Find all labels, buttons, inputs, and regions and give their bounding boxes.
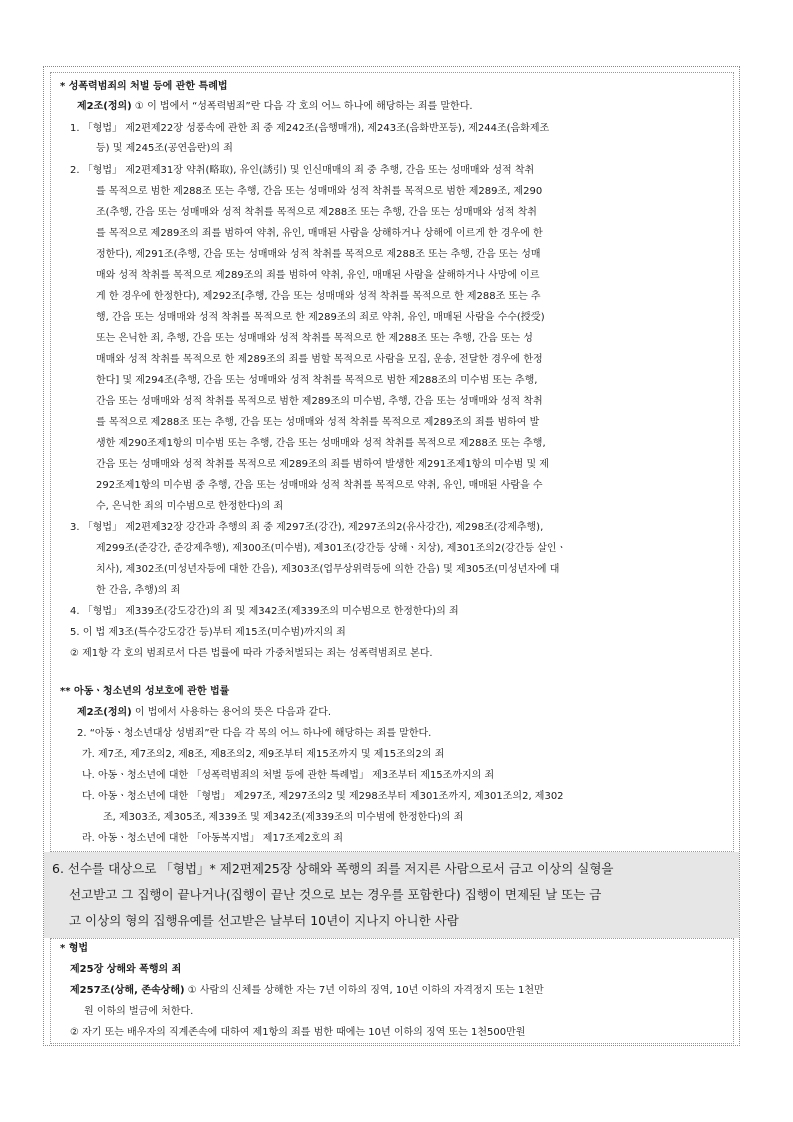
item6-line: 고 이상의 형의 집행유예를 선고받은 날부터 10년이 지나지 아니한 사람 <box>69 913 459 928</box>
list-item: 행, 간음 또는 성매매와 성적 착취를 목적으로 한 제289조의 죄로 약취, 유인, 매매된 사람을 수수(授受) <box>96 312 545 323</box>
chapter-title: 제25장 상해와 폭행의 죄 <box>70 964 182 975</box>
list-item: 2. “아동ㆍ청소년대상 성범죄”란 다음 각 목의 어느 하나에 해당하는 죄를 말한다. <box>77 728 432 739</box>
list-item: 4. 「형법」 제339조(강도강간)의 죄 및 제342조(제339조의 미수범으로 한정한다)의 죄 <box>70 606 459 617</box>
article-label: 제2조(정의) <box>77 707 132 718</box>
list-item: 제299조(준강간, 준강제추행), 제300조(미수범), 제301조(강간등 상해ㆍ치상), 제301조의2(강간등 살인ㆍ <box>96 543 567 554</box>
article-text: 이 법에서 사용하는 용어의 뜻은 다음과 같다. <box>131 707 332 718</box>
list-item: 게 한 경우에 한정한다), 제292조[추행, 간음 또는 성매매와 성적 착취를 목적으로 한 제288조 또는 추 <box>96 291 541 302</box>
article-257 <box>70 985 544 997</box>
list-item: 원 이하의 벌금에 처한다. <box>84 1006 194 1017</box>
list-item: 매매와 성적 착취를 목적으로 한 제289조의 죄를 범할 목적으로 사람을 모집, 운송, 전달한 경우에 한정 <box>96 354 543 365</box>
article-2-definition <box>77 101 473 113</box>
list-item: 생한 제290조제1항의 미수범 또는 추행, 간음 또는 성매매와 성적 착취를 목적으로 제288조 또는 추행, <box>96 438 546 449</box>
list-item: 다. 아동ㆍ청소년에 대한 「형법」 제297조, 제297조의2 및 제298조부터 제301조까지, 제301조의2, 제302 <box>82 791 564 802</box>
list-item: ② 제1항 각 호의 범죄로서 다른 법률에 따라 가중처벌되는 죄는 성폭력범죄로 본다. <box>70 648 433 659</box>
list-item: 치사), 제302조(미성년자등에 대한 간음), 제303조(업무상위력등에 의한 간음) 및 제305조(미성년자에 대 <box>96 564 560 575</box>
list-item: 수, 은닉한 죄의 미수범으로 한정한다)의 죄 <box>96 501 284 512</box>
list-item: 간음 또는 성매매와 성적 착취를 목적으로 제289조의 죄를 범하여 발생한 제291조제1항의 미수범 및 제 <box>96 459 549 470</box>
list-item: 를 목적으로 제289조의 죄를 범하여 약취, 유인, 매매된 사람을 상해하거나 상해에 이르게 한 경우에 한 <box>96 228 543 239</box>
list-item: 매와 성적 착취를 목적으로 제289조의 죄를 범하여 약취, 유인, 매매된 사람을 살해하거나 사망에 이르 <box>96 270 540 281</box>
list-item: 2. 「형법」 제2편제31장 약취(略取), 유인(誘引) 및 인신매매의 죄 중 추행, 간음 또는 성매매와 성적 착취 <box>70 165 535 176</box>
list-item: 가. 제7조, 제7조의2, 제8조, 제8조의2, 제9조부터 제15조까지 및 제15조의2의 죄 <box>82 749 445 760</box>
law-heading-3: * 형법 <box>60 943 89 954</box>
article-text: ① 사람의 신체를 상해한 자는 7년 이하의 징역, 10년 이하의 자격정지 또는 1천만 <box>184 985 544 996</box>
list-item: 5. 이 법 제3조(특수강도강간 등)부터 제15조(미수범)까지의 죄 <box>70 627 346 638</box>
list-item: 등) 및 제245조(공연음란)의 죄 <box>96 143 233 154</box>
law-heading-2: ** 아동ㆍ청소년의 성보호에 관한 법률 <box>60 686 230 697</box>
article-text: ① 이 법에서 “성폭력범죄”란 다음 각 호의 어느 하나에 해당하는 죄를 말한다. <box>131 101 473 112</box>
list-item: 를 목적으로 범한 제288조 또는 추행, 간음 또는 성매매와 성적 착취를 목적으로 범한 제289조, 제290 <box>96 186 543 197</box>
list-item: 3. 「형법」 제2편제32장 강간과 추행의 죄 중 제297조(강간), 제297조의2(유사강간), 제298조(강제추행), <box>70 522 544 533</box>
article-label: 제257조(상해, 존속상해) <box>70 985 185 996</box>
list-item: 를 목적으로 제288조 또는 추행, 간음 또는 성매매와 성적 착취를 목적으로 제289조의 죄를 범하여 발 <box>96 417 540 428</box>
list-item: 한다] 및 제294조(추행, 간음 또는 성매매와 성적 착취를 목적으로 범한 제288조의 미수범 또는 추행, <box>96 375 538 386</box>
list-item: 정한다), 제291조(추행, 간음 또는 성매매와 성적 착취를 목적으로 제288조 또는 추행, 간음 또는 성매 <box>96 249 541 260</box>
article-2-definition-2 <box>77 707 331 719</box>
list-item: 292조제1항의 미수범 중 추행, 간음 또는 성매매와 성적 착취를 목적으로 약취, 유인, 매매된 사람을 수 <box>96 480 543 491</box>
list-item: 라. 아동ㆍ청소년에 대한 「아동복지법」 제17조제2호의 죄 <box>82 833 344 844</box>
item6-line: 선고받고 그 집행이 끝나거나(집행이 끝난 것으로 보는 경우를 포함한다) 집행이 면제된 날 또는 금 <box>69 887 602 902</box>
list-item: 또는 은닉한 죄, 추행, 간음 또는 성매매와 성적 착취를 목적으로 한 제288조 또는 추행, 간음 또는 성 <box>96 333 533 344</box>
law-heading: * 성폭력범죄의 처벌 등에 관한 특례법 <box>60 81 228 92</box>
list-item: 한 간음, 추행)의 죄 <box>96 585 181 596</box>
list-item: 나. 아동ㆍ청소년에 대한 「성폭력범죄의 처벌 등에 관한 특례법」 제3조부터 제15조까지의 죄 <box>82 770 495 781</box>
item6-line: 6. 선수를 대상으로 「형법」* 제2편제25장 상해와 폭행의 죄를 저지른 사람으로서 금고 이상의 실형을 <box>52 861 614 876</box>
list-item: ② 자기 또는 배우자의 직계존속에 대하여 제1항의 죄를 범한 때에는 10년 이하의 징역 또는 1천500만원 <box>70 1027 526 1038</box>
list-item: 조, 제303조, 제305조, 제339조 및 제342조(제339조의 미수범에 한정한다)의 죄 <box>103 812 464 823</box>
list-item: 1. 「형법」 제2편제22장 성풍속에 관한 죄 중 제242조(음행매개), 제243조(음화반포등), 제244조(음화제조 <box>70 123 550 134</box>
article-label: 제2조(정의) <box>77 101 132 112</box>
list-item: 조(추행, 간음 또는 성매매와 성적 착취를 목적으로 제288조 또는 추행, 간음 또는 성매매와 성적 착취 <box>96 207 537 218</box>
list-item: 간음 또는 성매매와 성적 착취를 목적으로 범한 제289조의 미수범, 추행, 간음 또는 성매매와 성적 착취 <box>96 396 543 407</box>
